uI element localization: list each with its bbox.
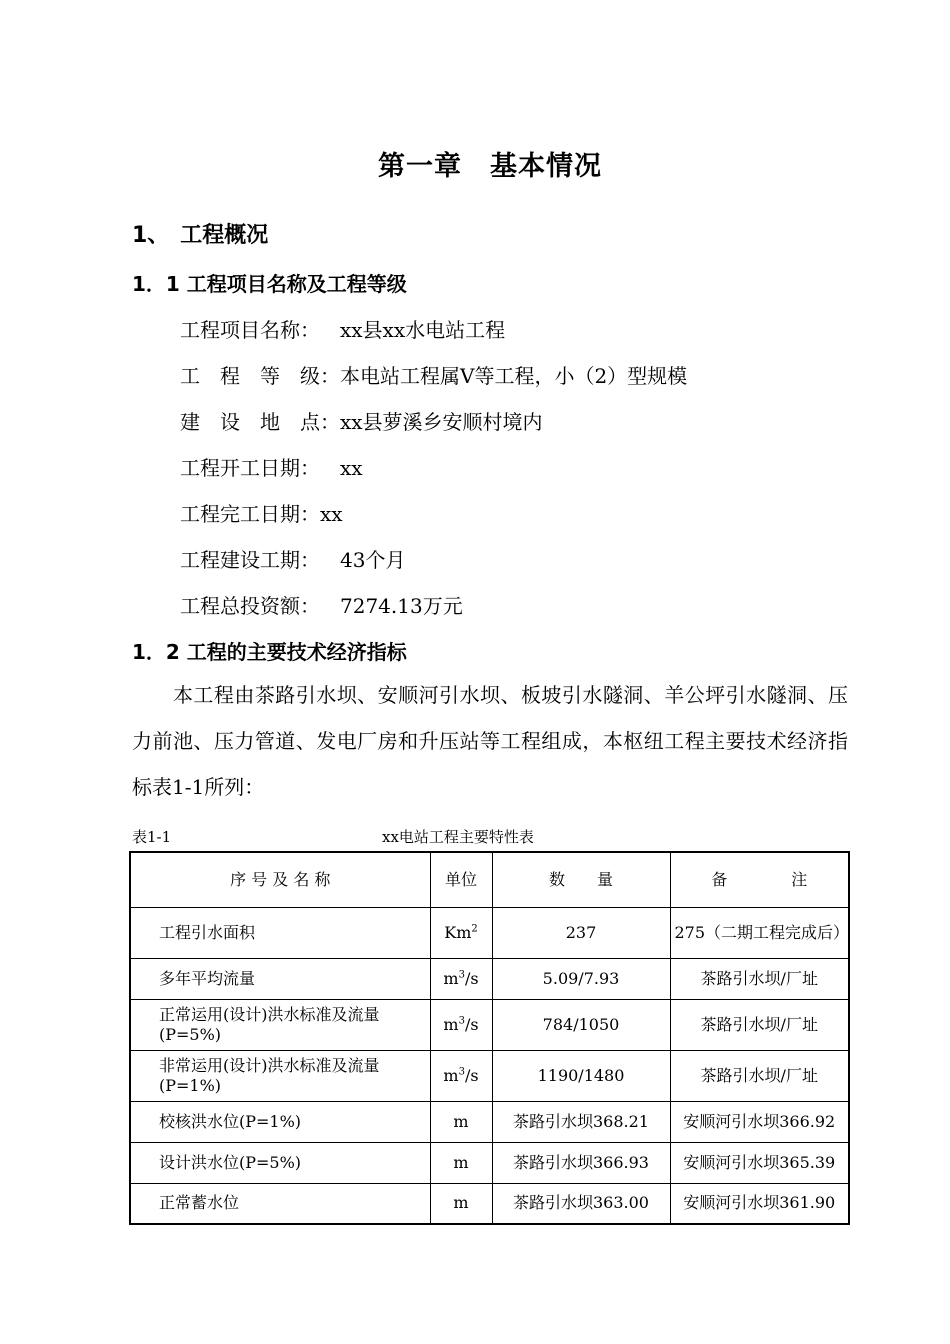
cell-unit: m <box>430 1101 492 1142</box>
header-name: 序 号 及 名 称 <box>130 852 430 907</box>
field-value: xx <box>340 456 363 480</box>
header-unit: 单位 <box>430 852 492 907</box>
table-row <box>130 1142 849 1183</box>
characteristics-table <box>129 851 850 1225</box>
section-heading-1-1: 1．1 工程项目名称及工程等级 <box>132 272 407 296</box>
cell-unit: Km$^2$ <box>430 907 492 958</box>
cell-name: 多年平均流量 <box>130 958 430 999</box>
cell-name: 非常运用(设计)洪水标准及流量(P=1%) <box>130 1050 430 1101</box>
field-label: 建 设 地 点： <box>180 410 340 434</box>
cell-note: 安顺河引水坝365.39 <box>670 1142 849 1183</box>
table-row <box>130 1183 849 1224</box>
table-row <box>130 907 849 958</box>
section-heading-1-2: 1．2 工程的主要技术经济指标 <box>132 640 407 664</box>
cell-quantity: 237 <box>492 907 670 958</box>
cell-unit: m <box>430 1142 492 1183</box>
cell-note: 275（二期工程完成后） <box>670 907 849 958</box>
chapter-title: 第一章 基本情况 <box>378 151 602 182</box>
field-label: 工程完工日期： <box>180 502 320 526</box>
cell-name: 校核洪水位(P=1%) <box>130 1101 430 1142</box>
table-row <box>130 1101 849 1142</box>
field-project-name <box>180 314 505 343</box>
field-value: 43个月 <box>340 548 406 572</box>
cell-note: 安顺河引水坝361.90 <box>670 1183 849 1224</box>
cell-quantity: 茶路引水坝368.21 <box>492 1101 670 1142</box>
field-value: 本电站工程属Ⅴ等工程，小（2）型规模 <box>340 364 688 388</box>
field-label: 工程开工日期： <box>180 456 320 480</box>
header-note: 备 注 <box>670 852 849 907</box>
table-row <box>130 1050 849 1101</box>
cell-quantity: 茶路引水坝363.00 <box>492 1183 670 1224</box>
cell-note: 茶路引水坝/厂址 <box>670 999 849 1050</box>
section-heading-1: 1、 工程概况 <box>132 223 269 248</box>
field-start-date <box>180 452 363 481</box>
table-row <box>130 958 849 999</box>
cell-unit: $m^3/s$ <box>430 1050 492 1101</box>
field-label: 工 程 等 级： <box>180 364 340 388</box>
table-header-row <box>130 852 849 907</box>
cell-name: 工程引水面积 <box>130 907 430 958</box>
cell-quantity: 1190/1480 <box>492 1050 670 1101</box>
field-end-date <box>180 498 343 527</box>
cell-unit: $m^3/s$ <box>430 958 492 999</box>
cell-unit: $m^3/s$ <box>430 999 492 1050</box>
cell-quantity: 5.09/7.93 <box>492 958 670 999</box>
field-location <box>180 406 543 435</box>
cell-name: 正常运用(设计)洪水标准及流量(P=5%) <box>130 999 430 1050</box>
cell-note: 茶路引水坝/厂址 <box>670 958 849 999</box>
field-label: 工程建设工期： <box>180 548 320 572</box>
field-value: xx <box>320 502 343 526</box>
field-value: xx县xx水电站工程 <box>340 318 506 342</box>
field-label: 工程总投资额： <box>180 594 320 618</box>
cell-unit: m <box>430 1183 492 1224</box>
field-value: xx县萝溪乡安顺村境内 <box>340 410 543 434</box>
field-duration <box>180 544 405 573</box>
header-quantity: 数 量 <box>492 852 670 907</box>
table-number: 表1-1 <box>132 828 172 846</box>
cell-quantity: 784/1050 <box>492 999 670 1050</box>
table-row <box>130 999 849 1050</box>
field-value: 7274.13万元 <box>340 594 463 618</box>
cell-quantity: 茶路引水坝366.93 <box>492 1142 670 1183</box>
body-paragraph: 本工程由茶路引水坝、安顺河引水坝、板坡引水隧洞、羊公坪引水隧洞、压力前池、压力管道、发电厂房和升压站等工程组成，本枢纽工程主要技术经济指标表1-1所列： <box>132 683 848 799</box>
cell-name: 设计洪水位(P=5%) <box>130 1142 430 1183</box>
field-label: 工程项目名称： <box>180 318 320 342</box>
field-grade <box>180 360 687 389</box>
cell-note: 安顺河引水坝366.92 <box>670 1101 849 1142</box>
cell-name: 正常蓄水位 <box>130 1183 430 1224</box>
cell-note: 茶路引水坝/厂址 <box>670 1050 849 1101</box>
table-title: xx电站工程主要特性表 <box>382 828 534 846</box>
field-investment <box>180 590 463 619</box>
